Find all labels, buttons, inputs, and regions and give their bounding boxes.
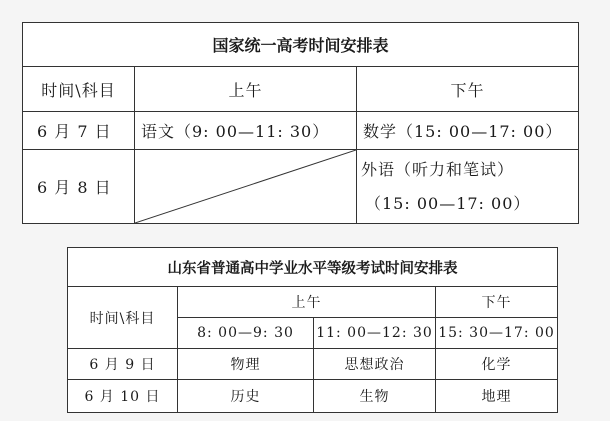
header-slot-1: 8: 00—9: 30 <box>178 318 314 349</box>
row-date: 6 月 7 日 <box>23 112 135 150</box>
header-slot-3: 15: 30—17: 00 <box>436 318 558 349</box>
table-row <box>68 380 558 413</box>
national-exam-schedule-table <box>22 22 579 224</box>
row-subject-1: 物理 <box>178 349 314 380</box>
empty-diagonal-cell <box>135 150 357 224</box>
row-afternoon: 数学（15: 00—17: 00） <box>357 112 579 150</box>
row-morning: 语文（9: 00—11: 30） <box>135 112 357 150</box>
row-subject-3: 化学 <box>436 349 558 380</box>
shandong-exam-schedule-table <box>67 247 558 413</box>
row-date: 6 月 10 日 <box>68 380 178 413</box>
header-afternoon: 下午 <box>436 287 558 318</box>
header-corner: 时间\科目 <box>23 67 135 112</box>
row-afternoon <box>357 150 579 224</box>
header-morning: 上午 <box>135 67 357 112</box>
diagonal-line <box>135 150 356 223</box>
row-date: 6 月 9 日 <box>68 349 178 380</box>
row-afternoon-line2: （15: 00—17: 00） <box>365 193 531 213</box>
table-row <box>68 349 558 380</box>
row-subject-3: 地理 <box>436 380 558 413</box>
header-morning: 上午 <box>178 287 436 318</box>
table-title: 国家统一高考时间安排表 <box>23 23 579 67</box>
row-date: 6 月 8 日 <box>23 150 135 224</box>
header-afternoon: 下午 <box>357 67 579 112</box>
table-row <box>23 112 579 150</box>
table-row <box>23 150 579 224</box>
row-subject-2: 思想政治 <box>314 349 436 380</box>
row-subject-2: 生物 <box>314 380 436 413</box>
table-title: 山东省普通高中学业水平等级考试时间安排表 <box>68 248 558 287</box>
header-slot-2: 11: 00—12: 30 <box>314 318 436 349</box>
row-subject-1: 历史 <box>178 380 314 413</box>
row-afternoon-line1: 外语（听力和笔试） <box>361 159 515 179</box>
header-corner: 时间\科目 <box>68 287 178 349</box>
